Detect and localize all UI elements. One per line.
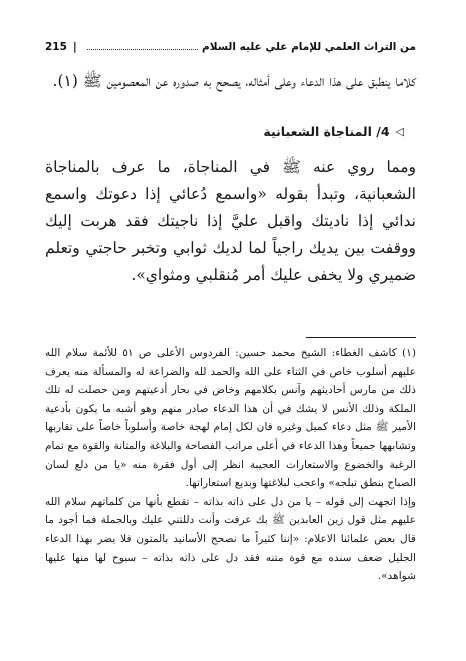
- footnotes: [45, 344, 416, 586]
- header-leader-dots: [87, 49, 198, 50]
- body-paragraph-2: ومما روي عنه ﷺ في المناجاة، ما عرف بالمناجاة الشعبانية، وتبدأ بقوله «واسمع دُعائي إذا دعوتك واسمع ندائي إذا ناديتك واقبل عليَّ إذا ناجيتك فقد هربت إليك ووقفت بين يديك راجياً لما لديك ثوابي وتخبر حاجتي وتعلم ضميري ولا يخفى عليك أمر مُنقلبي ومثواي».: [45, 158, 416, 284]
- header-separator: |: [72, 41, 77, 53]
- footnote-paragraph-1: (١) كاشف الغطاء: الشيخ محمد حسين: الفردوس الأعلى ص ٥١ للأئمة سلام الله عليهم أسلوب خاص في الثناء على الله والحمد لله والضراعة له والمسألة منه يعرف ذلك من مارس أحاديثهم وآنس بكلامهم وخاض في بحار أدعيتهم ومن حصلت له تلك الملكة وذلك الأنس لا يشك في أن هذا الدعاء صادر منهم وهو أشبه ما يكون بأدعية الأمير ﷺ مثل دعاء كميل وغيره فان لكل إمام لهجة خاصة وأسلوباً خاصاً على تقاربها وتشابهها جميعاً وهذا الدعاء في أعلى مراتب الفصاحة والبلاغة والمتانة والقوة مع تمام الرغبة والخضوع والاستعارات العجيبة انظر إلى أول فقرة منه «يا من دلع لسان الصباح بنطق تبلجه» واعجب لبلاغتها وبديع استعاراتها.: [45, 347, 416, 490]
- body-paragraph-1: كلاما ينطبق على هذا الدعاء وعلى أمثاله، يصحح به صدوره عن المعصومين ﷺ (١).: [52, 72, 416, 90]
- triangle-marker-icon: ◁: [395, 125, 404, 138]
- page-number: 215: [45, 41, 67, 53]
- footnote-divider: [306, 337, 416, 338]
- book-title: من التراث العلمي للإمام علي عليه السلام: [202, 41, 416, 53]
- section-heading: [263, 124, 404, 139]
- running-header: [45, 38, 416, 56]
- footnote-paragraph-2: وإذا اتجهت إلى قوله – يا من دل على ذاته بذاته – تقطع بأنها من كلماتهم سلام الله عليهم مثل قول زين العابدين ﷺ بك عرفت وأنت دللتني عليك وبالجملة فما أجود ما قال بعض علمائنا الاعلام: «إننا كثيراً ما نصحح الأسانيد بالمتون فلا يضر بهذا الدعاء الجليل ضعف سنده مع قوة متنه فقد دل على ذاته بذاته – سبوح لها منها عليها شواهد».: [45, 495, 416, 583]
- section-title: 4/ المناجاة الشعبانية: [263, 124, 390, 139]
